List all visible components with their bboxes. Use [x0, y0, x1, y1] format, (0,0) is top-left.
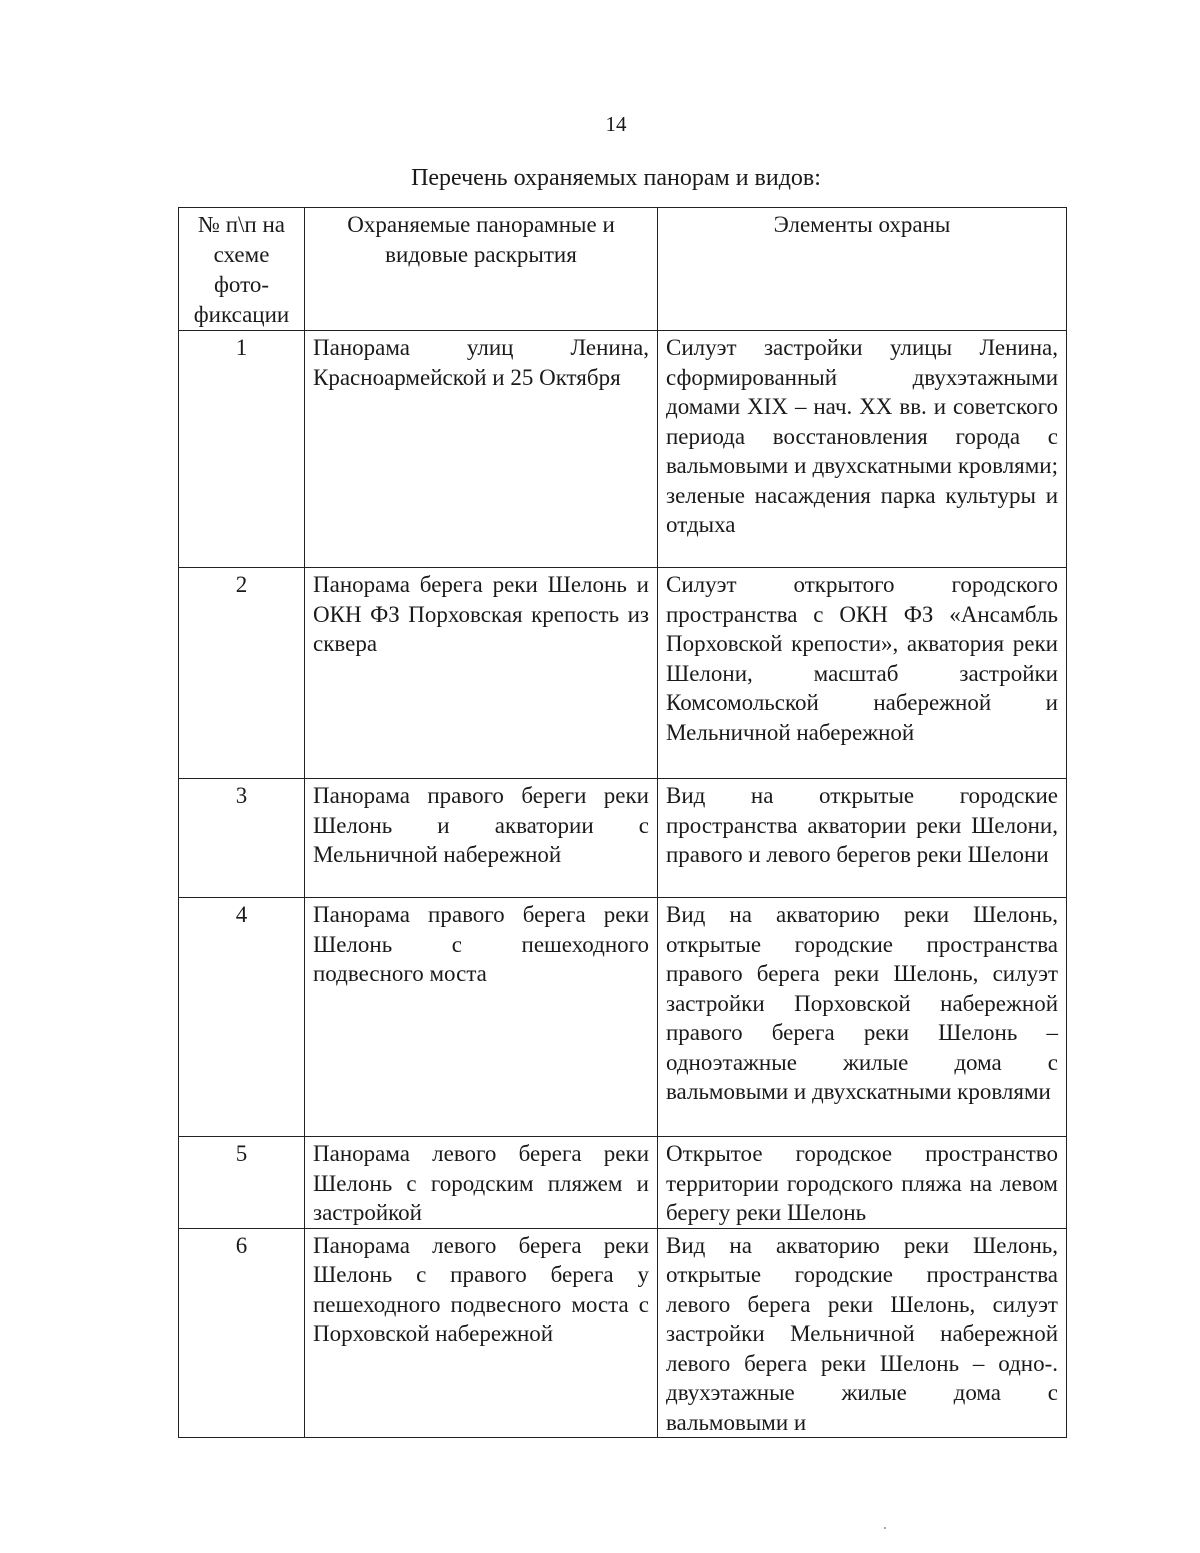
row-number: 2 — [179, 568, 305, 779]
scan-speck — [884, 1527, 886, 1529]
row-view: Панорама улиц Ленина, Красноармейской и 25 Октября — [305, 331, 658, 568]
row-view: Панорама берега реки Шелонь и ОКН ФЗ Порховская крепость из сквера — [305, 568, 658, 779]
header-elements: Элементы охраны — [658, 208, 1067, 331]
row-number: 5 — [179, 1137, 305, 1229]
row-elements: Силуэт застройки улицы Ленина, сформированный двухэтажными домами XIX – нач. XX вв. и советского периода восстановления города с вальмовыми и двухскатными кровлями; зеленые насаждения парка культуры и отдыха — [658, 331, 1067, 568]
table-row — [179, 331, 1067, 568]
table-row — [179, 1228, 1067, 1438]
table-header-row — [179, 208, 1067, 331]
row-view: Панорама правого берега реки Шелонь с пешеходного подвесного моста — [305, 898, 658, 1137]
row-elements: Вид на акваторию реки Шелонь, открытые городские пространства правого берега реки Шелонь, силуэт застройки Порховской набережной правого берега реки Шелонь – одноэтажные жилые дома с вальмовыми и двухскатными кровлями — [658, 898, 1067, 1137]
table-row — [179, 898, 1067, 1137]
row-elements: Открытое городское пространство территории городского пляжа на левом берегу реки Шелонь — [658, 1137, 1067, 1229]
row-elements: Силуэт открытого городского пространства с ОКН ФЗ «Ансамбль Порховской крепости», акватория реки Шелони, масштаб застройки Комсомольской набережной и Мельничной набережной — [658, 568, 1067, 779]
document-title: Перечень охраняемых панорам и видов: — [411, 165, 821, 191]
protected-views-table — [178, 207, 1067, 1438]
table-row — [179, 568, 1067, 779]
row-elements: Вид на открытые городские пространства акватории реки Шелони, правого и левого берегов реки Шелони — [658, 779, 1067, 898]
table-row — [179, 1137, 1067, 1229]
row-elements: Вид на акваторию реки Шелонь, открытые городские пространства левого берега реки Шелонь, силуэт застройки Мельничной набережной левого берега реки Шелонь – одно-. двухэтажные жилые дома с вальмовыми и — [658, 1228, 1067, 1438]
header-views: Охраняемые панорамные и видовые раскрытия — [305, 208, 658, 331]
row-number: 3 — [179, 779, 305, 898]
row-view: Панорама правого береги реки Шелонь и акватории с Мельничной набережной — [305, 779, 658, 898]
row-view: Панорама левого берега реки Шелонь с городским пляжем и застройкой — [305, 1137, 658, 1229]
page-number: 14 — [605, 112, 627, 136]
row-number: 4 — [179, 898, 305, 1137]
row-number: 6 — [179, 1228, 305, 1438]
header-number: № п\п на схеме фото-фиксации — [179, 208, 305, 331]
row-number: 1 — [179, 331, 305, 568]
row-view: Панорама левого берега реки Шелонь с правого берега у пешеходного подвесного моста с Порховской набережной — [305, 1228, 658, 1438]
table-row — [179, 779, 1067, 898]
